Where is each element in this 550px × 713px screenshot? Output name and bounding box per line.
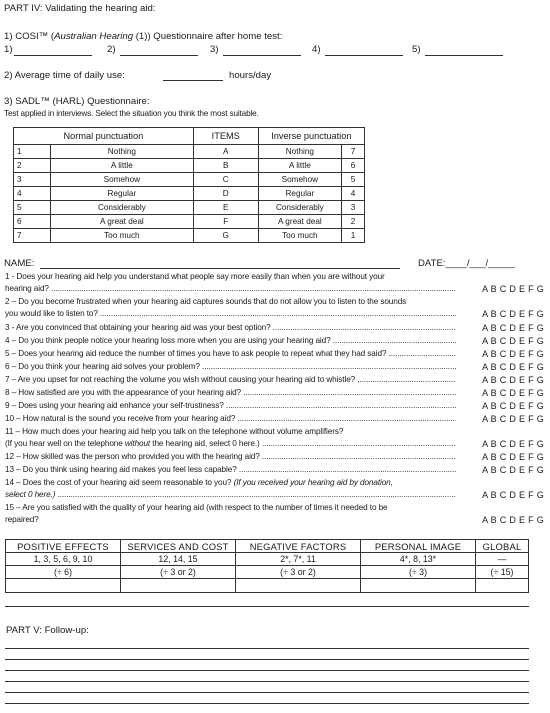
inverse-score: 7 bbox=[342, 145, 365, 159]
question-text: 6 – Do you think your hearing aid solves your problem? ..... bbox=[5, 361, 456, 373]
answer-options[interactable]: A B C D E F G bbox=[482, 309, 544, 319]
question-text bbox=[5, 438, 456, 450]
answer-options[interactable]: A B C D E F G bbox=[482, 414, 544, 424]
inverse-label: Regular bbox=[258, 187, 341, 201]
summary-divisor: (÷ 3) bbox=[361, 566, 476, 579]
question-12[interactable] bbox=[5, 451, 544, 463]
summary-header: NEGATIVE FACTORS bbox=[236, 540, 361, 553]
summary-divisor-row bbox=[6, 566, 529, 579]
cosi-answer-3-field[interactable] bbox=[223, 55, 301, 56]
normal-label: A great deal bbox=[51, 215, 194, 229]
question-text: 4 – Do you think people notice your hearing loss more when you are using your hearing aid? ..... bbox=[5, 335, 456, 347]
inverse-score: 3 bbox=[342, 201, 365, 215]
question-10[interactable] bbox=[5, 413, 544, 425]
summary-header-row bbox=[6, 540, 529, 553]
question-8[interactable] bbox=[5, 387, 544, 399]
header-normal: Normal punctuation bbox=[14, 128, 194, 145]
summary-result-cell[interactable] bbox=[476, 579, 529, 593]
question-text: 7 – Are you upset for not reaching the volume you wish without causing your hearing aid to whistle? ..... bbox=[5, 374, 456, 386]
avg-time-field[interactable] bbox=[163, 80, 223, 81]
question-7[interactable] bbox=[5, 374, 544, 386]
question-text bbox=[5, 477, 544, 489]
cosi-title bbox=[4, 31, 282, 43]
item-letter: F bbox=[193, 215, 258, 229]
inverse-label: A great deal bbox=[258, 215, 341, 229]
question-2[interactable] bbox=[5, 308, 544, 320]
question-text bbox=[5, 489, 456, 501]
inverse-score: 4 bbox=[342, 187, 365, 201]
normal-score: 6 bbox=[14, 215, 51, 229]
question-1[interactable] bbox=[5, 283, 544, 295]
summary-divisor: (÷ 6) bbox=[6, 566, 121, 579]
follow-up-line[interactable] bbox=[5, 670, 529, 671]
sadl-title: 3) SADL™ (HARL) Questionnaire: bbox=[4, 96, 150, 107]
summary-header: SERVICES AND COST bbox=[121, 540, 236, 553]
question-15[interactable] bbox=[5, 514, 544, 526]
inverse-score: 1 bbox=[342, 229, 365, 243]
inverse-label: Too much bbox=[258, 229, 341, 243]
inverse-label: Somehow bbox=[258, 173, 341, 187]
inverse-label: Nothing bbox=[258, 145, 341, 159]
answer-options[interactable]: A B C D E F G bbox=[482, 401, 544, 411]
question-text: 11 – How much does your hearing aid help you talk on the telephone without volume amplifiers? bbox=[5, 427, 344, 436]
punctuation-row bbox=[14, 215, 365, 229]
answer-options[interactable]: A B C D E F G bbox=[482, 439, 544, 449]
item-letter: A bbox=[193, 145, 258, 159]
summary-result-cell[interactable] bbox=[6, 579, 121, 593]
cosi-answer-1-label: 1) bbox=[4, 44, 13, 55]
question-1-line1 bbox=[5, 271, 544, 283]
question-text-italic: select 0 here.) bbox=[5, 490, 56, 499]
summary-table bbox=[5, 539, 529, 593]
summary-items-row bbox=[6, 553, 529, 566]
question-text: 5 – Does your hearing aid reduce the number of times you have to ask people to repeat what they had said? ..... bbox=[5, 348, 456, 360]
cosi-answer-2-label: 2) bbox=[107, 44, 116, 55]
question-text-part: the hearing aid, select 0 here.) bbox=[150, 439, 260, 448]
separator-line bbox=[5, 606, 529, 607]
item-letter: C bbox=[193, 173, 258, 187]
question-14[interactable] bbox=[5, 489, 544, 501]
question-text: 13 – Do you think using hearing aid makes you feel less capable? ..... bbox=[5, 464, 456, 476]
answer-options[interactable]: A B C D E F G bbox=[482, 490, 544, 500]
item-letter: E bbox=[193, 201, 258, 215]
name-label: NAME: bbox=[4, 258, 35, 269]
cosi-suffix: (1)) Questionnaire after home test: bbox=[133, 31, 283, 42]
cosi-prefix: 1) COSI™ ( bbox=[4, 31, 55, 42]
question-text-italic: without bbox=[124, 439, 151, 448]
summary-result-cell[interactable] bbox=[121, 579, 236, 593]
question-5[interactable] bbox=[5, 348, 544, 360]
follow-up-line[interactable] bbox=[5, 692, 529, 693]
inverse-score: 2 bbox=[342, 215, 365, 229]
answer-options[interactable]: A B C D E F G bbox=[482, 515, 544, 525]
header-inverse: Inverse punctuation bbox=[258, 128, 364, 145]
follow-up-line[interactable] bbox=[5, 703, 529, 704]
punctuation-row bbox=[14, 201, 365, 215]
question-3[interactable] bbox=[5, 322, 544, 334]
part4-title: PART IV: Validating the hearing aid: bbox=[4, 3, 156, 14]
normal-label: Considerably bbox=[51, 201, 194, 215]
answer-options[interactable]: A B C D E F G bbox=[482, 284, 544, 294]
sadl-note: Test applied in interviews. Select the situation you think the most suitable. bbox=[4, 109, 259, 118]
name-field[interactable] bbox=[40, 268, 400, 269]
cosi-answer-5-field[interactable] bbox=[425, 55, 503, 56]
normal-label: A little bbox=[51, 159, 194, 173]
inverse-score: 5 bbox=[342, 173, 365, 187]
summary-header: GLOBAL bbox=[476, 540, 529, 553]
cosi-answer-3-label: 3) bbox=[210, 44, 219, 55]
inverse-score: 6 bbox=[342, 159, 365, 173]
question-text-part: 14 – Does the cost of your hearing aid seem reasonable to you? bbox=[5, 478, 234, 487]
cosi-answer-1-field[interactable] bbox=[14, 55, 92, 56]
summary-divisor: (÷ 3 or 2) bbox=[236, 566, 361, 579]
summary-items: 12, 14, 15 bbox=[121, 553, 236, 566]
summary-result-cell[interactable] bbox=[236, 579, 361, 593]
cosi-answer-5-label: 5) bbox=[412, 44, 421, 55]
question-text: hearing aid? ..... bbox=[5, 283, 456, 295]
inverse-label: Considerably bbox=[258, 201, 341, 215]
punctuation-header-row bbox=[14, 128, 365, 145]
summary-header: PERSONAL IMAGE bbox=[361, 540, 476, 553]
follow-up-line[interactable] bbox=[5, 681, 529, 682]
question-2-line1 bbox=[5, 296, 544, 308]
answer-options[interactable]: A B C D E F G bbox=[482, 452, 544, 462]
answer-options[interactable]: A B C D E F G bbox=[482, 323, 544, 333]
punctuation-table bbox=[13, 127, 365, 243]
question-text: 9 – Does using your hearing aid enhance your self-trustiness? ..... bbox=[5, 400, 456, 412]
normal-label: Somehow bbox=[51, 173, 194, 187]
summary-items: — bbox=[476, 553, 529, 566]
normal-score: 7 bbox=[14, 229, 51, 243]
item-letter: D bbox=[193, 187, 258, 201]
normal-score: 3 bbox=[14, 173, 51, 187]
question-text: repaired? bbox=[5, 515, 39, 524]
punctuation-row bbox=[14, 159, 365, 173]
summary-divisor: (÷ 15) bbox=[476, 566, 529, 579]
follow-up-line[interactable] bbox=[5, 659, 529, 660]
punctuation-row bbox=[14, 145, 365, 159]
normal-label: Too much bbox=[51, 229, 194, 243]
question-text: 8 – How satisfied are you with the appearance of your hearing aid? ..... bbox=[5, 387, 456, 399]
question-text: you would like to listen to? ..... bbox=[5, 308, 456, 320]
answer-options[interactable]: A B C D E F G bbox=[482, 336, 544, 346]
answer-options[interactable]: A B C D E F G bbox=[482, 375, 544, 385]
normal-score: 5 bbox=[14, 201, 51, 215]
punctuation-row bbox=[14, 187, 365, 201]
summary-items: 2*, 7*, 11 bbox=[236, 553, 361, 566]
question-15-line1 bbox=[5, 502, 544, 514]
question-text-italic: (If you received your hearing aid by donation, bbox=[233, 478, 393, 487]
cosi-answer-2-field[interactable] bbox=[120, 55, 198, 56]
normal-score: 2 bbox=[14, 159, 51, 173]
punctuation-row bbox=[14, 229, 365, 243]
normal-score: 4 bbox=[14, 187, 51, 201]
summary-result-cell[interactable] bbox=[361, 579, 476, 593]
answer-options[interactable]: A B C D E F G bbox=[482, 388, 544, 398]
inverse-label: A little bbox=[258, 159, 341, 173]
question-text: 15 – Are you satisfied with the quality of your hearing aid (with respect to the number of times it needed to be bbox=[5, 503, 388, 512]
punctuation-row bbox=[14, 173, 365, 187]
avg-time-label: 2) Average time of daily use: bbox=[4, 70, 125, 81]
question-14-line1 bbox=[5, 477, 544, 489]
summary-result-row bbox=[6, 579, 529, 593]
question-text: 2 – Do you become frustrated when your hearing aid captures sounds that do not allow you to listen to the sounds bbox=[5, 297, 407, 306]
question-11[interactable] bbox=[5, 438, 544, 450]
date-field[interactable]: DATE:____/___/_____ bbox=[418, 258, 515, 269]
question-text: 3 - Are you convinced that obtaining your hearing aid was your best option? ..... bbox=[5, 322, 456, 334]
question-9[interactable] bbox=[5, 400, 544, 412]
question-6[interactable] bbox=[5, 361, 544, 373]
follow-up-line[interactable] bbox=[5, 648, 529, 649]
item-letter: G bbox=[193, 229, 258, 243]
summary-items: 4*, 8, 13* bbox=[361, 553, 476, 566]
avg-time-unit: hours/day bbox=[229, 70, 272, 81]
answer-options[interactable]: A B C D E F G bbox=[482, 465, 544, 475]
question-13[interactable] bbox=[5, 464, 544, 476]
answer-options[interactable]: A B C D E F G bbox=[482, 349, 544, 359]
normal-label: Nothing bbox=[51, 145, 194, 159]
part5-title: PART V: Follow-up: bbox=[6, 625, 89, 636]
header-items: ITEMS bbox=[193, 128, 258, 145]
question-text: 1 - Does your hearing aid help you understand what people say more easily than when you are without your bbox=[5, 272, 385, 281]
question-text: 10 – How natural is the sound you receive from your hearing aid? ..... bbox=[5, 413, 456, 425]
answer-options[interactable]: A B C D E F G bbox=[482, 362, 544, 372]
question-text: 12 – How skilled was the person who provided you with the hearing aid? ..... bbox=[5, 451, 456, 463]
question-11-line1 bbox=[5, 426, 544, 438]
question-text-part: (If you hear well on the telephone bbox=[5, 439, 125, 448]
summary-header: POSITIVE EFFECTS bbox=[6, 540, 121, 553]
question-4[interactable] bbox=[5, 335, 544, 347]
cosi-italic: Australian Hearing bbox=[54, 31, 134, 42]
cosi-answer-4-label: 4) bbox=[312, 44, 321, 55]
summary-divisor: (÷ 3 or 2) bbox=[121, 566, 236, 579]
summary-items: 1, 3, 5, 6, 9, 10 bbox=[6, 553, 121, 566]
cosi-answer-4-field[interactable] bbox=[325, 55, 403, 56]
normal-score: 1 bbox=[14, 145, 51, 159]
item-letter: B bbox=[193, 159, 258, 173]
normal-label: Regular bbox=[51, 187, 194, 201]
